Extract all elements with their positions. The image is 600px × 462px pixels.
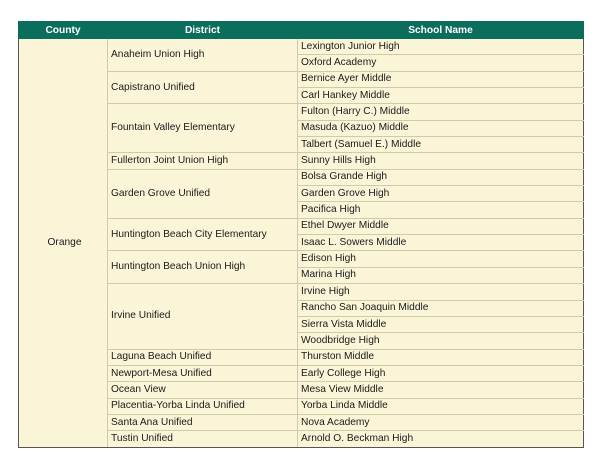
- district-cell: Newport-Mesa Unified: [108, 365, 298, 381]
- school-cell: Carl Hankey Middle: [298, 88, 584, 104]
- school-cell: Yorba Linda Middle: [298, 398, 584, 414]
- table-body: [19, 39, 584, 448]
- district-header: District: [108, 22, 298, 39]
- school-cell: Oxford Academy: [298, 55, 584, 71]
- county-header: County: [19, 22, 108, 39]
- school-cell: Garden Grove High: [298, 186, 584, 202]
- school-cell: Ethel Dwyer Middle: [298, 218, 584, 234]
- district-cell: Anaheim Union High: [108, 39, 298, 72]
- school-cell: Bernice Ayer Middle: [298, 71, 584, 87]
- school-cell: Fulton (Harry C.) Middle: [298, 104, 584, 120]
- district-cell: Irvine Unified: [108, 284, 298, 349]
- school-cell: Edison High: [298, 251, 584, 267]
- schools-table: [18, 21, 584, 448]
- district-cell: Huntington Beach City Elementary: [108, 218, 298, 251]
- school-cell: Pacifica High: [298, 202, 584, 218]
- school-cell: Arnold O. Beckman High: [298, 431, 584, 447]
- school-cell: Early College High: [298, 365, 584, 381]
- school-cell: Mesa View Middle: [298, 382, 584, 398]
- district-cell: Santa Ana Unified: [108, 414, 298, 430]
- school-cell: Rancho San Joaquin Middle: [298, 300, 584, 316]
- school-header: School Name: [298, 22, 584, 39]
- school-cell: Sunny Hills High: [298, 153, 584, 169]
- district-cell: Placentia-Yorba Linda Unified: [108, 398, 298, 414]
- school-cell: Isaac L. Sowers Middle: [298, 235, 584, 251]
- school-cell: Marina High: [298, 267, 584, 283]
- school-cell: Lexington Junior High: [298, 39, 584, 55]
- school-cell: Irvine High: [298, 284, 584, 300]
- school-cell: Talbert (Samuel E.) Middle: [298, 137, 584, 153]
- district-cell: Fountain Valley Elementary: [108, 104, 298, 153]
- district-cell: Ocean View: [108, 382, 298, 398]
- school-cell: Nova Academy: [298, 414, 584, 430]
- district-cell: Capistrano Unified: [108, 71, 298, 104]
- school-cell: Bolsa Grande High: [298, 169, 584, 185]
- table-row: [19, 39, 584, 55]
- school-cell: Thurston Middle: [298, 349, 584, 365]
- district-cell: Fullerton Joint Union High: [108, 153, 298, 169]
- county-cell: Orange: [19, 39, 108, 448]
- school-cell: Sierra Vista Middle: [298, 316, 584, 332]
- header-row: [19, 22, 584, 39]
- school-cell: Masuda (Kazuo) Middle: [298, 120, 584, 136]
- district-cell: Tustin Unified: [108, 431, 298, 447]
- district-cell: Garden Grove Unified: [108, 169, 298, 218]
- district-cell: Laguna Beach Unified: [108, 349, 298, 365]
- district-cell: Huntington Beach Union High: [108, 251, 298, 284]
- school-cell: Woodbridge High: [298, 333, 584, 349]
